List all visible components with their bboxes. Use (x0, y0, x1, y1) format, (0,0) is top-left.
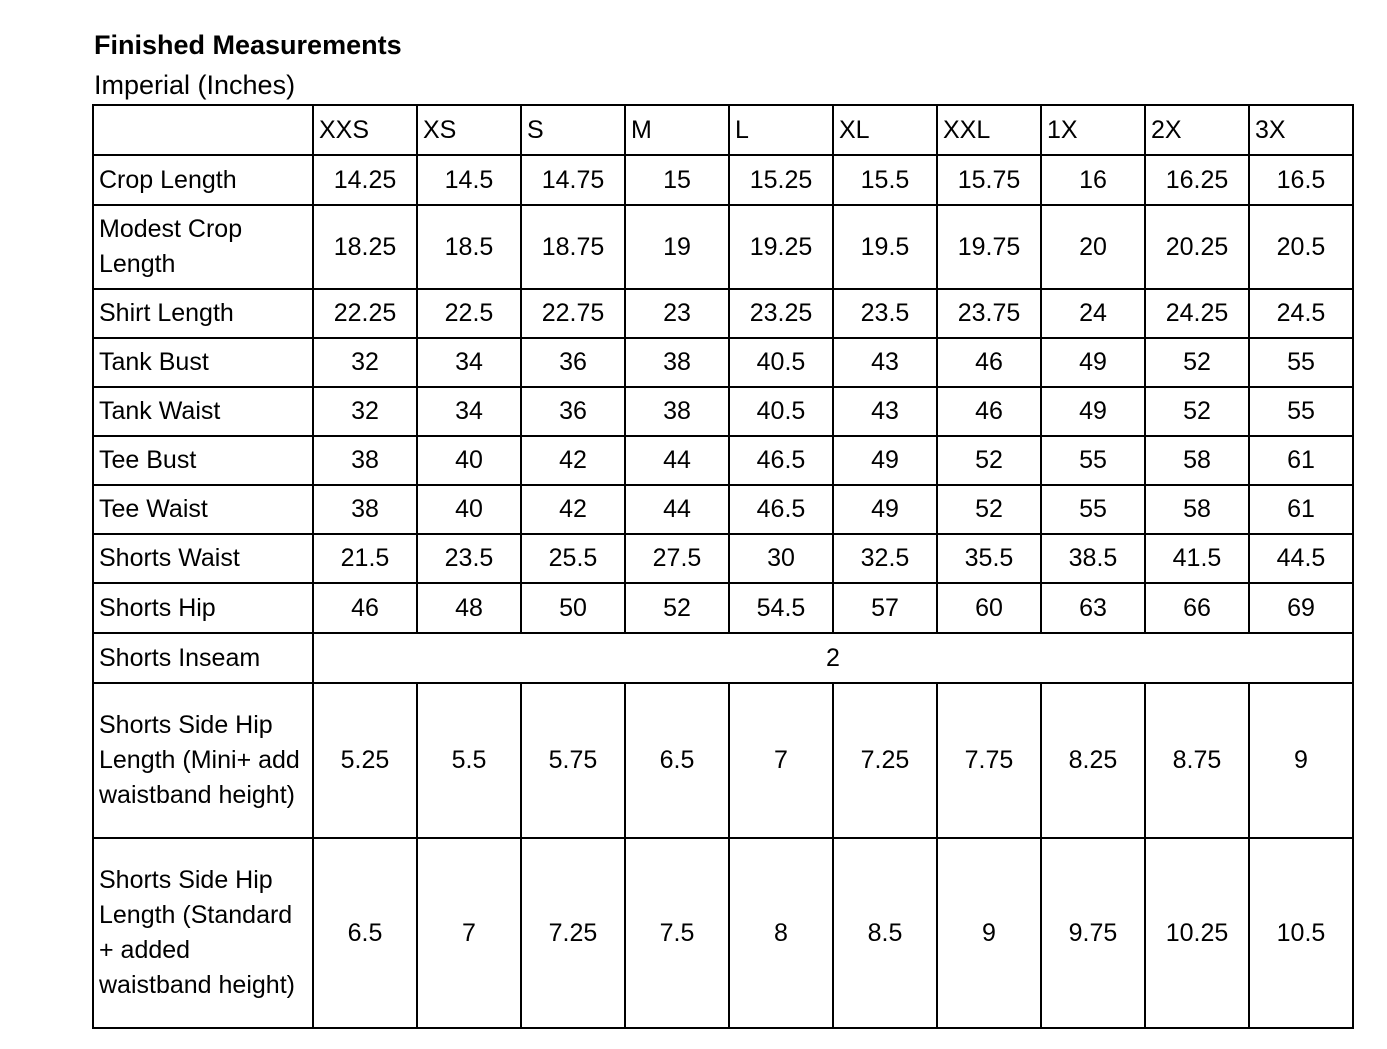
row-label: Shorts Waist (93, 534, 313, 583)
value-cell: 55 (1041, 436, 1145, 485)
value-cell: 22.5 (417, 289, 521, 338)
size-header-l: L (729, 105, 833, 155)
value-cell: 15.5 (833, 155, 937, 205)
row-label: Shorts Hip (93, 583, 313, 633)
value-cell: 23 (625, 289, 729, 338)
value-cell: 19.25 (729, 205, 833, 289)
value-cell: 52 (937, 485, 1041, 534)
value-cell: 44 (625, 485, 729, 534)
value-cell: 14.5 (417, 155, 521, 205)
measurements-table (92, 104, 1354, 1029)
value-cell: 40 (417, 485, 521, 534)
value-cell: 14.75 (521, 155, 625, 205)
value-cell: 18.75 (521, 205, 625, 289)
value-cell: 9 (1249, 683, 1353, 838)
value-cell: 7.5 (625, 838, 729, 1028)
value-cell: 15.25 (729, 155, 833, 205)
value-cell: 60 (937, 583, 1041, 633)
row-label: Shorts Side Hip Length (Standard + added waistband height) (93, 838, 313, 1028)
size-header-3x: 3X (1249, 105, 1353, 155)
value-cell: 36 (521, 387, 625, 436)
size-header-m: M (625, 105, 729, 155)
value-cell: 24.25 (1145, 289, 1249, 338)
value-cell: 38 (625, 338, 729, 387)
value-cell: 23.5 (833, 289, 937, 338)
value-cell: 35.5 (937, 534, 1041, 583)
value-cell: 32 (313, 387, 417, 436)
value-cell: 48 (417, 583, 521, 633)
size-header-xl: XL (833, 105, 937, 155)
merged-value-cell: 2 (313, 633, 1353, 683)
value-cell: 8.25 (1041, 683, 1145, 838)
value-cell: 43 (833, 387, 937, 436)
value-cell: 55 (1249, 338, 1353, 387)
table-row (93, 683, 1353, 838)
table-row (93, 436, 1353, 485)
table-row (93, 838, 1353, 1028)
size-header-s: S (521, 105, 625, 155)
value-cell: 24 (1041, 289, 1145, 338)
value-cell: 8.5 (833, 838, 937, 1028)
row-label: Tee Waist (93, 485, 313, 534)
value-cell: 6.5 (313, 838, 417, 1028)
value-cell: 40.5 (729, 338, 833, 387)
value-cell: 7 (417, 838, 521, 1028)
value-cell: 7.25 (833, 683, 937, 838)
table-row (93, 338, 1353, 387)
value-cell: 7.75 (937, 683, 1041, 838)
value-cell: 15.75 (937, 155, 1041, 205)
value-cell: 58 (1145, 485, 1249, 534)
value-cell: 19.5 (833, 205, 937, 289)
header-corner-cell (93, 105, 313, 155)
value-cell: 14.25 (313, 155, 417, 205)
value-cell: 46.5 (729, 485, 833, 534)
value-cell: 40 (417, 436, 521, 485)
value-cell: 52 (1145, 387, 1249, 436)
value-cell: 46 (313, 583, 417, 633)
value-cell: 50 (521, 583, 625, 633)
value-cell: 32.5 (833, 534, 937, 583)
row-label: Modest Crop Length (93, 205, 313, 289)
value-cell: 52 (625, 583, 729, 633)
table-row (93, 633, 1353, 683)
value-cell: 34 (417, 387, 521, 436)
value-cell: 16 (1041, 155, 1145, 205)
size-header-xs: XS (417, 105, 521, 155)
value-cell: 19.75 (937, 205, 1041, 289)
value-cell: 61 (1249, 436, 1353, 485)
value-cell: 54.5 (729, 583, 833, 633)
value-cell: 46 (937, 387, 1041, 436)
value-cell: 24.5 (1249, 289, 1353, 338)
value-cell: 9.75 (1041, 838, 1145, 1028)
value-cell: 42 (521, 485, 625, 534)
value-cell: 44.5 (1249, 534, 1353, 583)
value-cell: 10.5 (1249, 838, 1353, 1028)
value-cell: 25.5 (521, 534, 625, 583)
value-cell: 6.5 (625, 683, 729, 838)
row-label: Crop Length (93, 155, 313, 205)
row-label: Tee Bust (93, 436, 313, 485)
table-row (93, 387, 1353, 436)
value-cell: 5.75 (521, 683, 625, 838)
value-cell: 20.5 (1249, 205, 1353, 289)
value-cell: 32 (313, 338, 417, 387)
table-row (93, 155, 1353, 205)
size-header-xxl: XXL (937, 105, 1041, 155)
value-cell: 7.25 (521, 838, 625, 1028)
row-label: Shorts Inseam (93, 633, 313, 683)
value-cell: 19 (625, 205, 729, 289)
table-row (93, 485, 1353, 534)
value-cell: 27.5 (625, 534, 729, 583)
value-cell: 55 (1249, 387, 1353, 436)
value-cell: 8.75 (1145, 683, 1249, 838)
value-cell: 46 (937, 338, 1041, 387)
size-header-2x: 2X (1145, 105, 1249, 155)
value-cell: 40.5 (729, 387, 833, 436)
row-label: Shirt Length (93, 289, 313, 338)
value-cell: 36 (521, 338, 625, 387)
value-cell: 9 (937, 838, 1041, 1028)
value-cell: 22.75 (521, 289, 625, 338)
page-subtitle: Imperial (Inches) (94, 70, 296, 100)
value-cell: 23.75 (937, 289, 1041, 338)
row-label: Shorts Side Hip Length (Mini+ add waistband height) (93, 683, 313, 838)
value-cell: 52 (1145, 338, 1249, 387)
value-cell: 43 (833, 338, 937, 387)
value-cell: 61 (1249, 485, 1353, 534)
value-cell: 38 (313, 485, 417, 534)
value-cell: 16.25 (1145, 155, 1249, 205)
row-label: Tank Bust (93, 338, 313, 387)
value-cell: 18.5 (417, 205, 521, 289)
value-cell: 69 (1249, 583, 1353, 633)
value-cell: 20.25 (1145, 205, 1249, 289)
value-cell: 44 (625, 436, 729, 485)
table-row (93, 289, 1353, 338)
value-cell: 20 (1041, 205, 1145, 289)
value-cell: 7 (729, 683, 833, 838)
page-title: Finished Measurements (94, 30, 402, 60)
value-cell: 38 (313, 436, 417, 485)
value-cell: 49 (1041, 387, 1145, 436)
value-cell: 10.25 (1145, 838, 1249, 1028)
value-cell: 23.25 (729, 289, 833, 338)
table-row (93, 205, 1353, 289)
size-header-xxs: XXS (313, 105, 417, 155)
value-cell: 38 (625, 387, 729, 436)
value-cell: 5.25 (313, 683, 417, 838)
value-cell: 49 (833, 436, 937, 485)
value-cell: 8 (729, 838, 833, 1028)
value-cell: 49 (833, 485, 937, 534)
table-row (93, 583, 1353, 633)
value-cell: 49 (1041, 338, 1145, 387)
table-header-row (93, 105, 1353, 155)
value-cell: 16.5 (1249, 155, 1353, 205)
value-cell: 21.5 (313, 534, 417, 583)
value-cell: 52 (937, 436, 1041, 485)
value-cell: 15 (625, 155, 729, 205)
value-cell: 42 (521, 436, 625, 485)
value-cell: 5.5 (417, 683, 521, 838)
value-cell: 57 (833, 583, 937, 633)
value-cell: 22.25 (313, 289, 417, 338)
value-cell: 55 (1041, 485, 1145, 534)
value-cell: 34 (417, 338, 521, 387)
value-cell: 46.5 (729, 436, 833, 485)
value-cell: 38.5 (1041, 534, 1145, 583)
size-header-1x: 1X (1041, 105, 1145, 155)
table-row (93, 534, 1353, 583)
value-cell: 18.25 (313, 205, 417, 289)
value-cell: 23.5 (417, 534, 521, 583)
value-cell: 66 (1145, 583, 1249, 633)
value-cell: 30 (729, 534, 833, 583)
value-cell: 58 (1145, 436, 1249, 485)
row-label: Tank Waist (93, 387, 313, 436)
value-cell: 41.5 (1145, 534, 1249, 583)
value-cell: 63 (1041, 583, 1145, 633)
